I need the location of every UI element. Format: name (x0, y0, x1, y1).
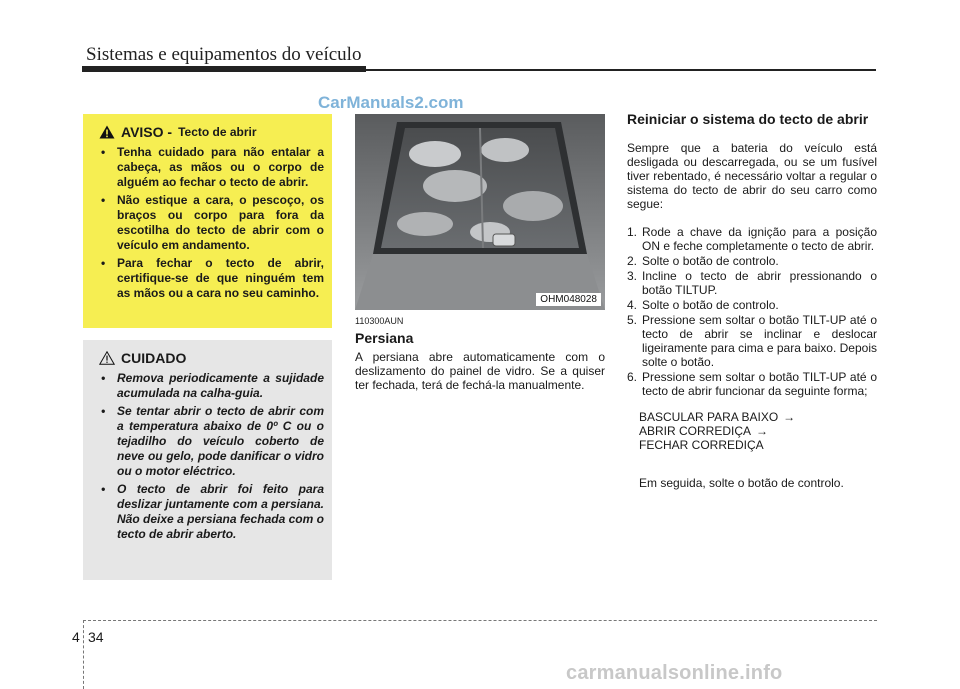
section-code: 110300AUN (355, 316, 404, 326)
step-text: Pressione sem soltar o botão TILT-UP até o tecto de abrir funcionar da seguinte forma; (642, 370, 877, 398)
chapter-number: 4 (72, 629, 80, 645)
reset-steps (627, 225, 877, 398)
step-text: Incline o tecto de abrir pressionando o botão TILTUP. (642, 269, 877, 297)
page-header-title: Sistemas e equipamentos do veículo (86, 44, 362, 65)
tilt-sequence (639, 410, 877, 452)
step-number: 3. (627, 269, 638, 283)
step-item (627, 269, 877, 297)
step-number: 6. (627, 370, 638, 384)
reset-intro: Sempre que a bateria do veículo está desligada ou descarregada, ou se um fusível tiver rebentado, é necessário voltar a regular o sistema do tecto de abrir do seu carro como segue: (627, 141, 877, 211)
step-item (627, 225, 877, 253)
step-number: 2. (627, 254, 638, 268)
sequence-step: ABRIR CORREDIÇA (639, 424, 752, 438)
sequence-line (639, 410, 877, 424)
caution-item: • Se tentar abrir o tecto de abrir com a temperatura abaixo de 0º C ou o tejadilho do veículo coberto de neve ou gelo, pode danificar o vidro ou o motor eléctrico. (93, 404, 324, 479)
footer-vertical-rule (83, 620, 84, 689)
photo-caption: OHM048028 (536, 293, 601, 306)
step-item (627, 313, 877, 369)
sequence-line (639, 424, 877, 438)
caution-title: CUIDADO (121, 350, 187, 366)
warning-item: • Não estique a cara, o pescoço, os braços ou corpo para fora da escotilha do tecto de abrir com o veículo em andamento. (93, 193, 324, 253)
page-number: 34 (88, 629, 104, 645)
warning-title: AVISO - (121, 124, 173, 140)
warning-list (93, 145, 324, 301)
step-number: 5. (627, 313, 638, 327)
arrow-right-icon: → (783, 410, 796, 424)
sequence-step: FECHAR CORREDIÇA (639, 438, 764, 452)
step-number: 4. (627, 298, 638, 312)
persiana-body: A persiana abre automaticamente com o deslizamento do painel de vidro. Se a quiser ter fechada, terá de fechá-la manualmente. (355, 350, 605, 392)
warning-item: • Tenha cuidado para não entalar a cabeça, as mãos ou o corpo de alguém ao fechar o tecto de abrir. (93, 145, 324, 190)
reset-closing: Em seguida, solte o botão de controlo. (639, 476, 844, 490)
arrow-right-icon: → (756, 424, 769, 438)
step-item (627, 370, 877, 398)
caution-header (99, 350, 324, 366)
reset-title: Reiniciar o sistema do tecto de abrir (627, 111, 869, 127)
step-item (627, 254, 877, 268)
caution-item: • O tecto de abrir foi feito para deslizar juntamente com a persiana. Não deixe a persiana fechada com o tecto de abrir aberto. (93, 482, 324, 542)
warning-subtitle: Tecto de abrir (178, 125, 257, 139)
warning-box (83, 114, 332, 328)
header-rule-thin (366, 69, 876, 71)
caution-triangle-icon (99, 351, 115, 365)
caution-item: • Remova periodicamente a sujidade acumulada na calha-guia. (93, 371, 324, 401)
step-text: Rode a chave da ignição para a posição ON e feche completamente o tecto de abrir. (642, 225, 877, 253)
warning-item: • Para fechar o tecto de abrir, certifique-se de que ninguém tem as mãos ou a cara no seu caminho. (93, 256, 324, 301)
sequence-line (639, 438, 877, 452)
header-rule-thick (82, 66, 366, 72)
warning-header (99, 124, 324, 140)
step-item (627, 298, 877, 312)
sunroof-photo (355, 114, 605, 310)
warning-triangle-icon (99, 125, 115, 139)
step-text: Solte o botão de controlo. (642, 298, 779, 312)
watermark-bottom: carmanualsonline.info (566, 662, 783, 684)
reset-section (627, 112, 877, 490)
step-text: Pressione sem soltar o botão TILT-UP até o tecto de abrir se inclinar e deslocar ligeiramente para cima e para baixo. Depois solte o botão. (642, 313, 877, 369)
caution-list (93, 371, 324, 542)
step-number: 1. (627, 225, 638, 239)
sequence-step: BASCULAR PARA BAIXO (639, 410, 779, 424)
persiana-title: Persiana (355, 330, 414, 346)
caution-box (83, 340, 332, 580)
watermark-top: CarManuals2.com (318, 93, 464, 112)
step-text: Solte o botão de controlo. (642, 254, 779, 268)
sunroof-illustration (355, 114, 605, 310)
footer-rule (83, 620, 877, 621)
